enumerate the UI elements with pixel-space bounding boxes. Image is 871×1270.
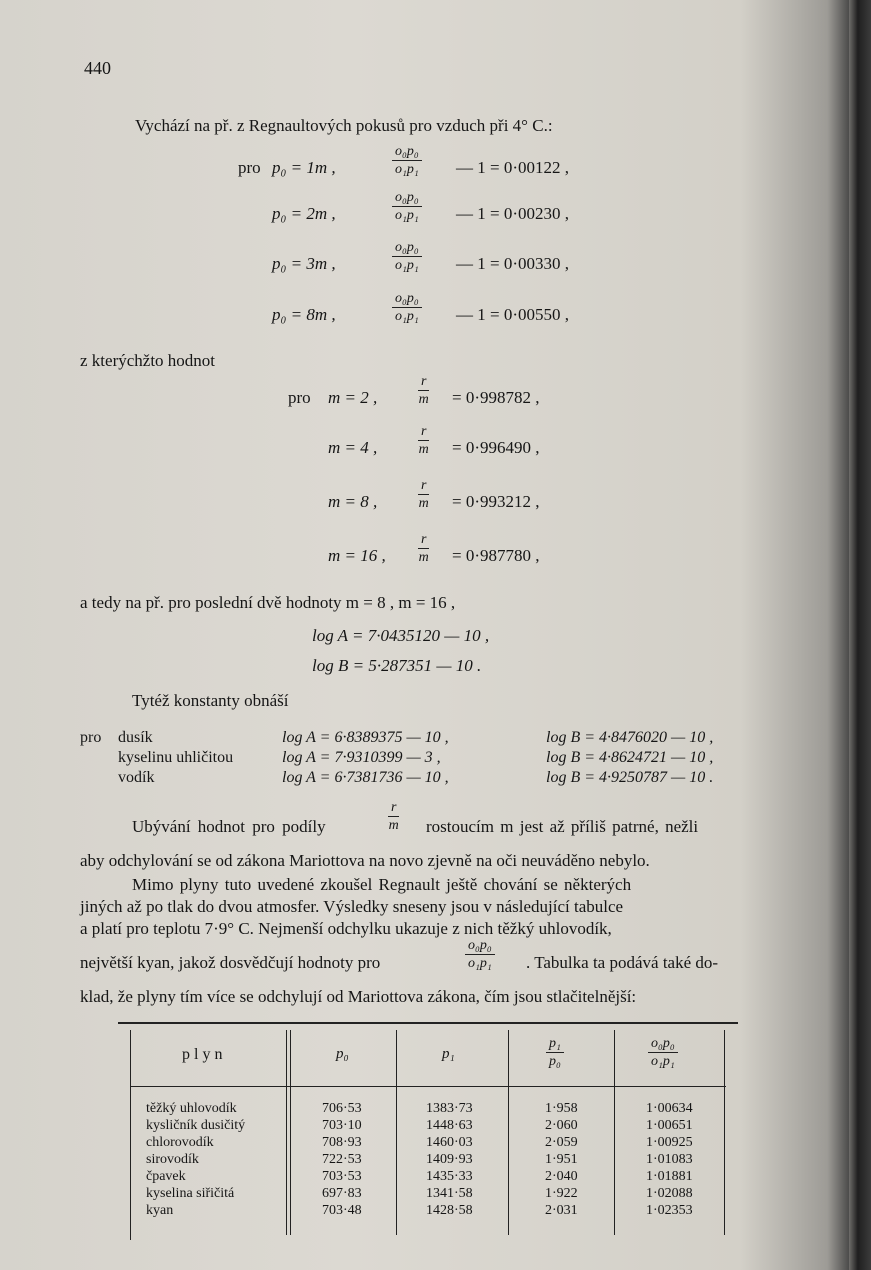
pressure-lhs: p₀ = 8m , (272, 305, 336, 324)
ratio-fraction-den: m (418, 392, 429, 407)
pressure-label: pro (238, 158, 261, 177)
para1-start: Ubývání hodnot pro podíly (132, 817, 326, 836)
table-col-rule-3 (508, 1030, 509, 1235)
para2-frac-den: o₁p₁ (468, 956, 492, 971)
table-cell-p1: 1341·58 (426, 1186, 473, 1201)
table-cell-gas: čpavek (146, 1169, 186, 1184)
table-cell-oo: 1·00634 (646, 1101, 693, 1116)
ratio-fraction (418, 532, 429, 567)
table-cell-gas: těžký uhlovodík (146, 1101, 237, 1116)
constants-gas: kyselinu uhličitou (118, 749, 234, 766)
pressure-fraction-den: o₁p₁ (395, 309, 419, 324)
table-cell-p1: 1383·73 (426, 1101, 473, 1116)
th-oo-den: o₁p₁ (651, 1054, 675, 1069)
constants-log-a: log A = 7·9310399 — 3 , (282, 749, 441, 766)
th-p1: p₁ (442, 1046, 455, 1062)
table-cell-oo: 1·01881 (646, 1169, 693, 1184)
table-cell-p0: 697·83 (322, 1186, 362, 1201)
para2-fraction (465, 938, 495, 973)
same-constants-text: Tytéž konstanty obnáší (132, 691, 289, 710)
ratio-rhs: = 0·996490 , (452, 438, 540, 457)
table-cell-oo: 1·01083 (646, 1152, 693, 1167)
para1-line2: aby odchylování se od zákona Mariottova na novo zjevně na oči neuváděno nebylo. (80, 851, 650, 870)
log-b-equation: log B = 5·287351 — 10 . (312, 656, 482, 675)
table-col-rule-1 (286, 1030, 287, 1235)
book-spine-shadow (849, 0, 871, 1270)
table-cell-ratio: 2·060 (545, 1118, 578, 1133)
para2-line1: Mimo plyny tuto uvedené zkoušel Regnault ještě chování se některých (132, 875, 632, 894)
ratio-rhs: = 0·998782 , (452, 388, 540, 407)
table-col-rule-4 (614, 1030, 615, 1235)
table-right-rule (724, 1030, 725, 1235)
pressure-fraction-den: o₁p₁ (395, 208, 419, 223)
ratio-fraction (418, 374, 429, 409)
table-cell-gas: kysličník dusičitý (146, 1118, 246, 1133)
pressure-rhs: — 1 = 0·00122 , (456, 158, 569, 177)
ratio-fraction-den: m (418, 550, 429, 565)
ratio-fraction (418, 478, 429, 513)
para1-fraction (388, 800, 399, 835)
table-cell-p0: 708·93 (322, 1135, 362, 1150)
pressure-lhs: p₀ = 3m , (272, 254, 336, 273)
constants-log-b: log B = 4·8476020 — 10 , (546, 729, 714, 746)
ratio-lhs: m = 2 , (328, 388, 378, 407)
pressure-fraction (392, 240, 422, 275)
para2-line5: klad, že plyny tím více se odchylují od Mariottova zákona, čím jsou stlačitelnější: (80, 987, 637, 1006)
ratio-fraction-num: r (418, 424, 429, 441)
constants-log-b: log B = 4·8624721 — 10 , (546, 749, 714, 766)
pressure-lhs: p₀ = 2m , (272, 204, 336, 223)
ratio-fraction (418, 424, 429, 459)
table-cell-p1: 1460·03 (426, 1135, 473, 1150)
para1-frac-num: r (388, 800, 399, 817)
table-cell-p1: 1448·63 (426, 1118, 473, 1133)
ratio-label: pro (288, 388, 311, 407)
table-cell-ratio: 1·958 (545, 1101, 578, 1116)
constants-prefix: pro (80, 729, 102, 746)
pressure-fraction (392, 291, 422, 326)
table-cell-oo: 1·00925 (646, 1135, 693, 1150)
ratio-fraction-num: r (418, 374, 429, 391)
constants-log-a: log A = 6·8389375 — 10 , (282, 729, 449, 746)
table-left-rule (130, 1030, 131, 1240)
para2-line2: jiných až po tlak do dvou atmosfer. Výsledky sneseny jsou v následující tabulce (80, 897, 624, 916)
para1-end: rostoucím m jest až příliš patrné, nežli (426, 817, 699, 836)
para2-line4-end: . Tabulka ta podává také do- (526, 953, 719, 972)
table-cell-ratio: 2·040 (545, 1169, 578, 1184)
ratio-fraction-den: m (418, 496, 429, 511)
th-gas: plyn (182, 1046, 227, 1063)
pressure-rhs: — 1 = 0·00230 , (456, 204, 569, 223)
table-cell-gas: chlorovodík (146, 1135, 214, 1150)
pressure-fraction-den: o₁p₁ (395, 258, 419, 273)
table-top-rule (118, 1022, 738, 1024)
table-cell-oo: 1·02088 (646, 1186, 693, 1201)
table-cell-p0: 703·48 (322, 1203, 362, 1218)
constants-gas: dusík (118, 729, 153, 746)
para1-frac-den: m (388, 818, 399, 833)
table-cell-p0: 722·53 (322, 1152, 362, 1167)
th-oo-num: o₀p₀ (648, 1036, 678, 1053)
table-cell-p0: 706·53 (322, 1101, 362, 1116)
ratio-rhs: = 0·987780 , (452, 546, 540, 565)
pressure-lhs: p₀ = 1m , (272, 158, 336, 177)
table-cell-p0: 703·53 (322, 1169, 362, 1184)
pressure-fraction-den: o₁p₁ (395, 162, 419, 177)
pressure-fraction-num: o₀p₀ (392, 291, 422, 308)
constants-log-b: log B = 4·9250787 — 10 . (546, 769, 714, 786)
constants-gas: vodík (118, 769, 155, 786)
last-two-line: a tedy na př. pro poslední dvě hodnoty m = 8 , m = 16 , (80, 593, 456, 612)
th-ratio-den: p₀ (549, 1054, 561, 1069)
ratio-fraction-num: r (418, 478, 429, 495)
table-cell-p1: 1409·93 (426, 1152, 473, 1167)
table-col-rule-1b (290, 1030, 291, 1235)
ratio-lhs: m = 4 , (328, 438, 378, 457)
para2-frac-num: o₀p₀ (465, 938, 495, 955)
ratio-lhs: m = 8 , (328, 492, 378, 511)
table-cell-gas: kyselina siřičitá (146, 1186, 235, 1201)
pressure-fraction-num: o₀p₀ (392, 144, 422, 161)
table-cell-ratio: 1·922 (545, 1186, 578, 1201)
from-which-text: z kterýchžto hodnot (80, 351, 216, 370)
th-p0: p₀ (336, 1046, 349, 1062)
page-number: 440 (84, 58, 111, 78)
ratio-fraction-den: m (418, 442, 429, 457)
th-oo (648, 1036, 678, 1071)
ratio-rhs: = 0·993212 , (452, 492, 540, 511)
table-cell-ratio: 2·031 (545, 1203, 578, 1218)
table-cell-ratio: 2·059 (545, 1135, 578, 1150)
pressure-fraction-num: o₀p₀ (392, 190, 422, 207)
th-ratio-num: p₁ (546, 1036, 564, 1053)
pressure-fraction (392, 190, 422, 225)
pressure-rhs: — 1 = 0·00550 , (456, 305, 569, 324)
table-header-rule (130, 1086, 726, 1087)
table-cell-p0: 703·10 (322, 1118, 362, 1133)
para2-line3: a platí pro teplotu 7·9° C. Nejmenší odchylku ukazuje z nich těžký uhlovodík, (80, 919, 612, 938)
table-cell-ratio: 1·951 (545, 1152, 578, 1167)
intro-line: Vychází na př. z Regnaultových pokusů pro vzduch při 4° C.: (135, 116, 553, 135)
table-cell-oo: 1·00651 (646, 1118, 693, 1133)
table-cell-gas: kyan (146, 1203, 174, 1218)
ratio-lhs: m = 16 , (328, 546, 386, 565)
table-cell-p1: 1428·58 (426, 1203, 473, 1218)
log-a-equation: log A = 7·0435120 — 10 , (312, 626, 490, 645)
table-col-rule-2 (396, 1030, 397, 1235)
pressure-rhs: — 1 = 0·00330 , (456, 254, 569, 273)
table-cell-gas: sirovodík (146, 1152, 199, 1167)
table-cell-oo: 1·02353 (646, 1203, 693, 1218)
constants-log-a: log A = 6·7381736 — 10 , (282, 769, 449, 786)
pressure-fraction-num: o₀p₀ (392, 240, 422, 257)
table-cell-p1: 1435·33 (426, 1169, 473, 1184)
ratio-fraction-num: r (418, 532, 429, 549)
th-ratio (546, 1036, 564, 1071)
pressure-fraction (392, 144, 422, 179)
para2-line4-start: největší kyan, jakož dosvědčují hodnoty pro (80, 953, 381, 972)
